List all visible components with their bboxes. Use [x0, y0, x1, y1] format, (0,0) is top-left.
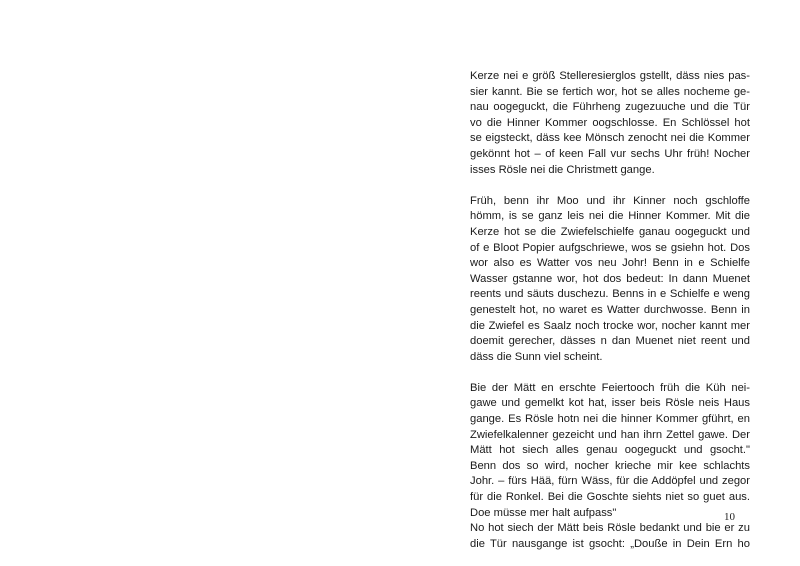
text-line: doemit gerecher, dässes n dan Muenet niet reent und — [470, 335, 750, 348]
paragraph-spacer — [470, 365, 750, 381]
text-line: gawe und gemelkt kot hat, isser beis Rösle neis Haus — [470, 397, 750, 410]
text-line: sier kannt. Bie se fertich wor, hot se alles nocheme ge- — [470, 85, 750, 98]
text-line: Zwiefelkalenner gezeicht und han ihrn Zettel gawe. Der — [470, 428, 750, 441]
text-line: Früh, benn ihr Moo und ihr Kinner noch gschloffe — [470, 194, 750, 207]
paragraph-3 — [470, 381, 750, 553]
paragraph-1 — [470, 69, 750, 178]
text-line: genestelt hot, no waret es Watter durchwosse. Benn in — [470, 303, 750, 316]
page-number: 10 — [724, 511, 735, 523]
text-line: die Tür nausgange ist gsocht: „Douße in Dein Ern ho — [470, 537, 750, 550]
paragraph-spacer — [470, 178, 750, 194]
text-line: isses Rösle nei die Christmett gange. — [470, 163, 655, 176]
text-column — [470, 69, 750, 552]
text-line: hömm, is se ganz leis nei die Hinner Kommer. Mit die — [470, 210, 750, 223]
text-line: Kerze nei e größ Stelleresierglos gstellt, däss nies pas- — [470, 70, 750, 82]
text-line: däss die Sunn viel scheint. — [470, 350, 603, 363]
text-line: gekönnt hot – of keen Fall vur sechs Uhr früh! Nocher — [470, 147, 750, 160]
text-line: Bie der Mätt en erschte Feiertooch früh die Küh nei- — [470, 381, 750, 394]
text-line: Benn dos so wird, nocher krieche mir kee schlachts — [470, 459, 750, 472]
text-line: Mätt hot siech alles genau oogeguckt und gsocht." — [470, 444, 750, 457]
text-line: Doe müsse mer halt aufpass" — [470, 506, 617, 519]
text-line: Johr. – fürs Hää, fürn Wäss, für die Addöpfel und zegor — [470, 475, 750, 488]
text-line: die Zwiefel es Saalz noch trocke wor, nocher kannt mer — [470, 319, 750, 332]
text-line: wor also es Watter vos neu Johr! Benn in e Schielfe — [470, 257, 750, 270]
text-line: für die Ronkel. Bei die Goschte siehts niet so guet aus. — [470, 491, 750, 504]
text-line: reents und säuts duschezu. Benns in e Schielfe e weng — [470, 288, 750, 301]
text-line: nau oogeguckt, die Führheng zugezuuche und die Tür — [470, 101, 750, 114]
text-line: gange. Es Rösle hotn nei die hinner Kommer gführt, en — [470, 413, 750, 426]
text-line: No hot siech der Mätt beis Rösle bedankt und bie er zu — [470, 522, 750, 535]
text-line: se eigsteckt, däss kee Mönsch zenocht nei die Kommer — [470, 132, 750, 145]
paragraph-2 — [470, 194, 750, 366]
text-line: vo die Hinner Kommer oogschlosse. En Schlössel hot — [470, 116, 750, 129]
text-line: Kerze hot se die Zwiefelschielfe ganau oogeguckt und — [470, 225, 750, 238]
text-line: Wasser gstanne wor, hot dos bedeut: In dann Muenet — [470, 272, 750, 285]
text-line: of e Bloot Popier aufgschriewe, wos se gsiehn hot. Dos — [470, 241, 750, 254]
